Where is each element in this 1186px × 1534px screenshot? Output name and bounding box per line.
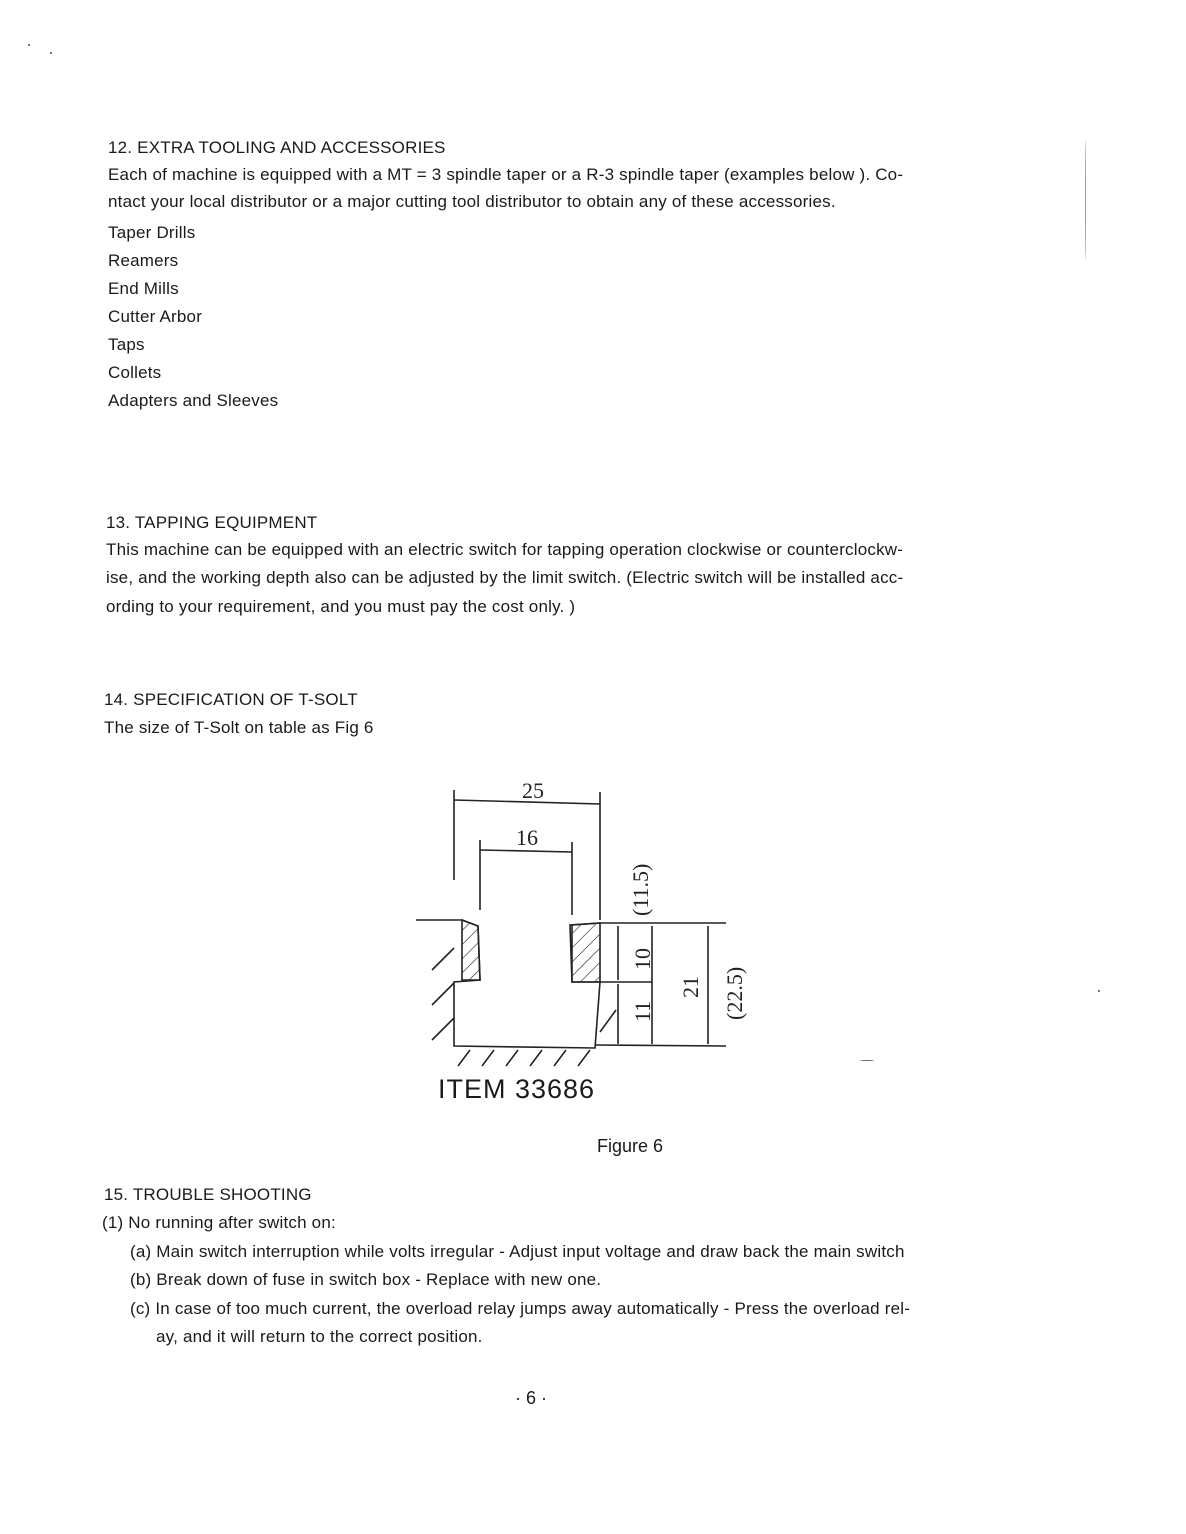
hatch-line [432, 1018, 454, 1040]
section-12-paragraph-line-2: ntact your local distributor or a major cutting tool distributor to obtain any of these accessories. [108, 192, 836, 211]
scan-speck [860, 1060, 874, 1061]
hatch-line [600, 1010, 616, 1032]
scan-speck [28, 44, 30, 46]
section-12-heading: 12. EXTRA TOOLING AND ACCESSORIES [108, 138, 446, 157]
section-13-heading: 13. TAPPING EQUIPMENT [106, 513, 318, 532]
section-14-text: The size of T-Solt on table as Fig 6 [104, 718, 374, 737]
dim-label-16: 16 [516, 825, 538, 850]
dim-label-11: 11 [630, 1000, 655, 1022]
item-number-label: ITEM 33686 [438, 1074, 596, 1104]
scan-speck [50, 52, 52, 54]
accessory-item: Taps [108, 335, 145, 354]
hatch-line [530, 1050, 542, 1066]
scan-edge-mark [1085, 140, 1086, 260]
table-bottom-line [596, 1045, 726, 1046]
accessory-item: Adapters and Sleeves [108, 391, 279, 410]
hatch-line [506, 1050, 518, 1066]
troubleshooting-item-b: (b) Break down of fuse in switch box - Replace with new one. [130, 1270, 602, 1289]
accessory-item: Taper Drills [108, 223, 196, 242]
accessory-item: Collets [108, 363, 162, 382]
hatch-line [432, 948, 454, 970]
dim-label-11-5: (11.5) [628, 863, 653, 916]
section-13-paragraph-line-3: ording to your requirement, and you must pay the cost only. ) [106, 597, 576, 616]
dim-label-25: 25 [522, 778, 544, 803]
dim-label-21: 21 [678, 976, 703, 998]
section-14-heading: 14. SPECIFICATION OF T-SOLT [104, 690, 358, 709]
troubleshooting-subheading: (1) No running after switch on: [102, 1213, 336, 1232]
section-15-heading: 15. TROUBLE SHOOTING [104, 1185, 312, 1204]
page-number: · 6 · [515, 1388, 548, 1408]
hatch-line [432, 983, 454, 1005]
hatch-line [578, 1050, 590, 1066]
hatch-line [458, 1050, 470, 1066]
hatch-line [554, 1050, 566, 1066]
section-13-paragraph-line-2: ise, and the working depth also can be adjusted by the limit switch. (Electric switch will be installed acc- [106, 568, 904, 587]
left-lip-hatch [462, 920, 480, 980]
scan-speck [1098, 990, 1100, 992]
dim-label-10: 10 [630, 948, 655, 970]
section-13-paragraph-line-1: This machine can be equipped with an electric switch for tapping operation clockwise or counterclockw- [106, 540, 904, 559]
dim-line-16 [480, 850, 572, 852]
section-12-paragraph-line-1: Each of machine is equipped with a MT = 3 spindle taper or a R-3 spindle taper (examples below ). Co- [108, 165, 904, 184]
troubleshooting-item-a: (a) Main switch interruption while volts irregular - Adjust input voltage and draw back the main switch [130, 1242, 905, 1261]
accessory-item: Reamers [108, 251, 179, 270]
hatch-line [482, 1050, 494, 1066]
dim-label-22-5: (22.5) [722, 966, 747, 1020]
figure-caption: Figure 6 [597, 1136, 664, 1156]
troubleshooting-item-c-line-1: (c) In case of too much current, the overload relay jumps away automatically - Press the overload rel- [130, 1299, 911, 1318]
right-lip-hatch [572, 923, 600, 982]
accessory-item: End Mills [108, 279, 179, 298]
t-slot-figure [410, 770, 750, 1070]
accessory-item: Cutter Arbor [108, 307, 203, 326]
troubleshooting-item-c-line-2: ay, and it will return to the correct position. [156, 1327, 483, 1346]
